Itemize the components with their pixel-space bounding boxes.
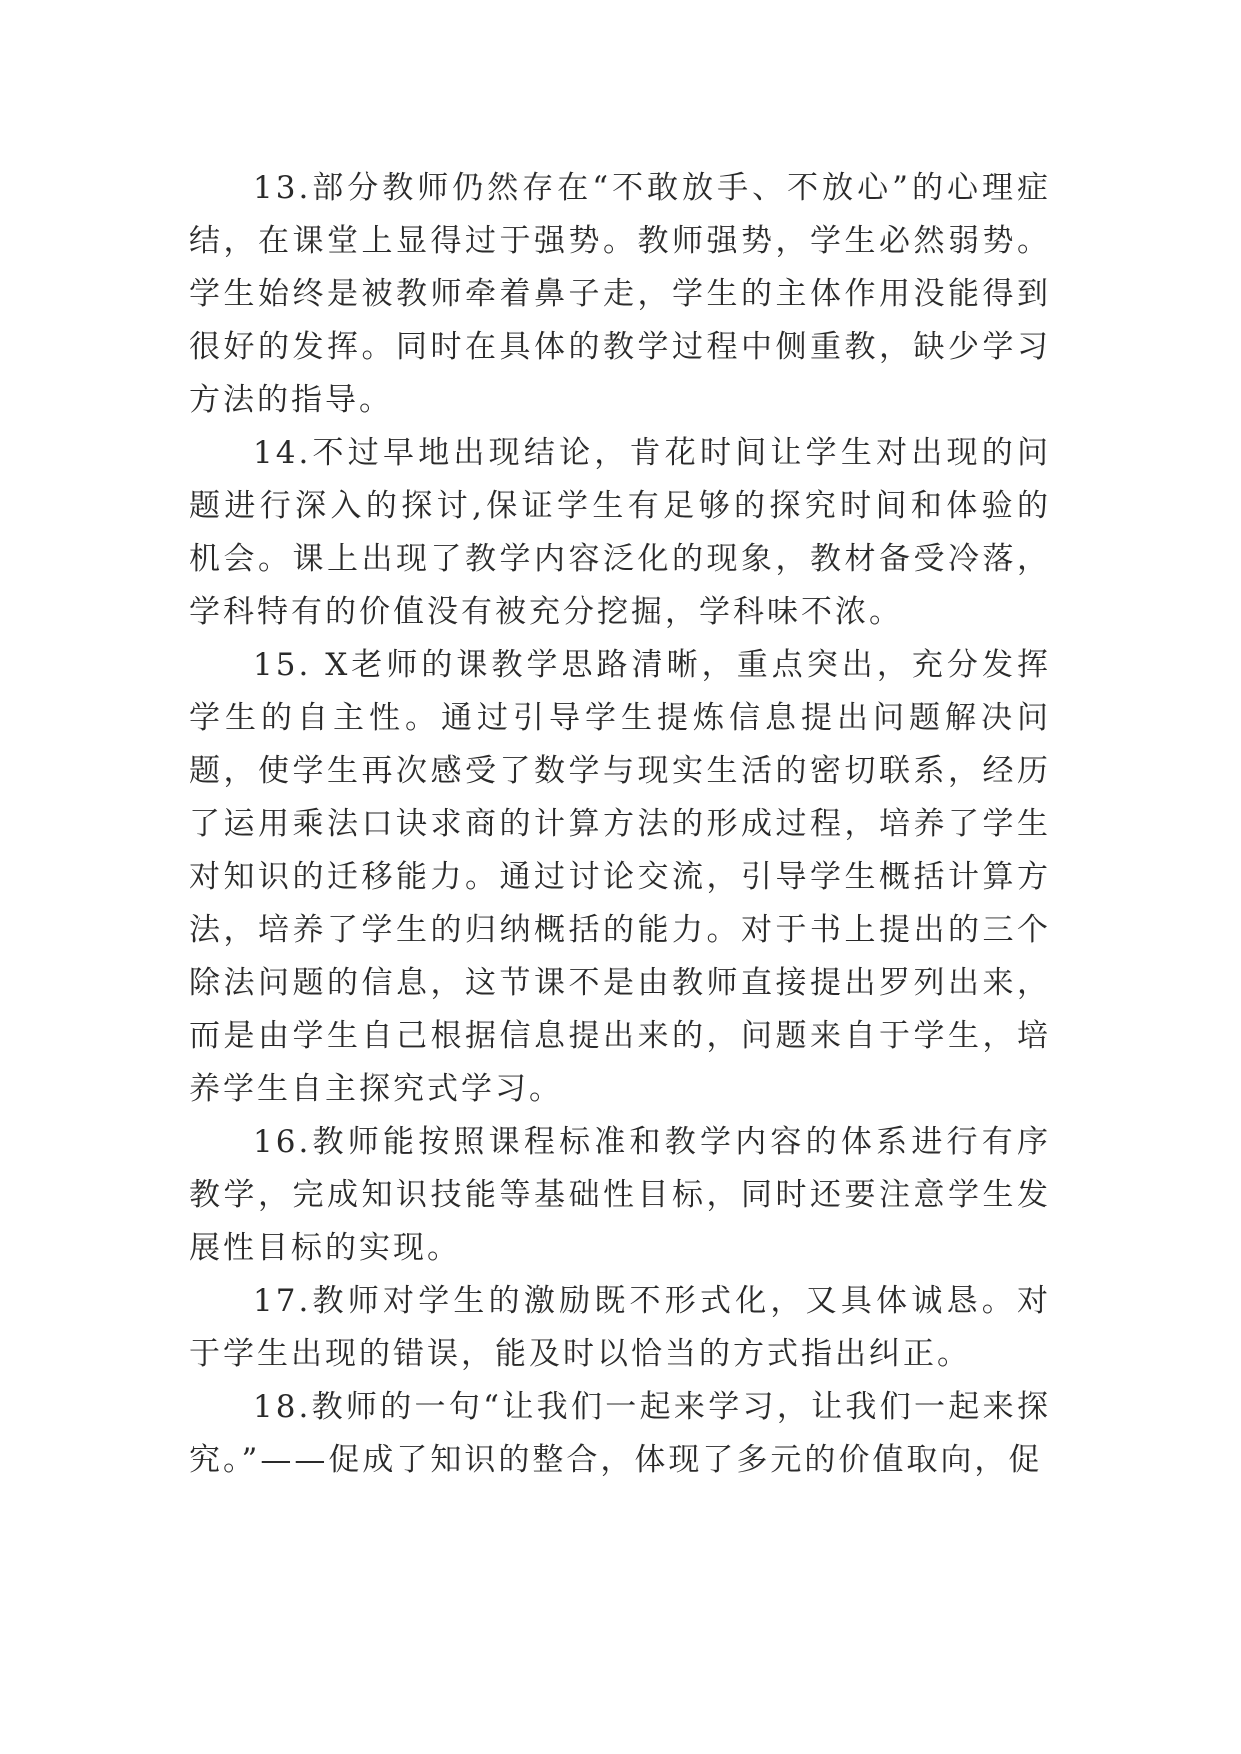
- paragraph-14: 14.不过早地出现结论，肯花时间让学生对出现的问题进行深入的探讨,保证学生有足够的探究时间和体验的机会。课上出现了教学内容泛化的现象，教材备受冷落，学科特有的价值没有被充分挖掘，学科味不浓。: [189, 435, 1051, 630]
- paragraph-16: 16.教师能按照课程标准和教学内容的体系进行有序教学，完成知识技能等基础性目标，同时还要注意学生发展性目标的实现。: [189, 1124, 1051, 1266]
- paragraph-18: 18.教师的一句“让我们一起来学习，让我们一起来探究。”——促成了知识的整合，体现了多元的价值取向，促: [189, 1389, 1051, 1478]
- document-body: [189, 162, 1051, 1487]
- paragraph-15: 15. X老师的课教学思路清晰，重点突出，充分发挥学生的自主性。通过引导学生提炼信息提出问题解决问题，使学生再次感受了数学与现实生活的密切联系，经历了运用乘法口诀求商的计算方法的形成过程，培养了学生对知识的迁移能力。通过讨论交流，引导学生概括计算方法，培养了学生的归纳概括的能力。对于书上提出的三个除法问题的信息，这节课不是由教师直接提出罗列出来，而是由学生自己根据信息提出来的，问题来自于学生，培养学生自主探究式学习。: [189, 647, 1051, 1107]
- paragraph-13: 13.部分教师仍然存在“不敢放手、不放心”的心理症结，在课堂上显得过于强势。教师强势，学生必然弱势。学生始终是被教师牵着鼻子走，学生的主体作用没能得到很好的发挥。同时在具体的教学过程中侧重教，缺少学习方法的指导。: [189, 170, 1051, 418]
- paragraph-17: 17.教师对学生的激励既不形式化，又具体诚恳。对于学生出现的错误，能及时以恰当的方式指出纠正。: [189, 1283, 1051, 1372]
